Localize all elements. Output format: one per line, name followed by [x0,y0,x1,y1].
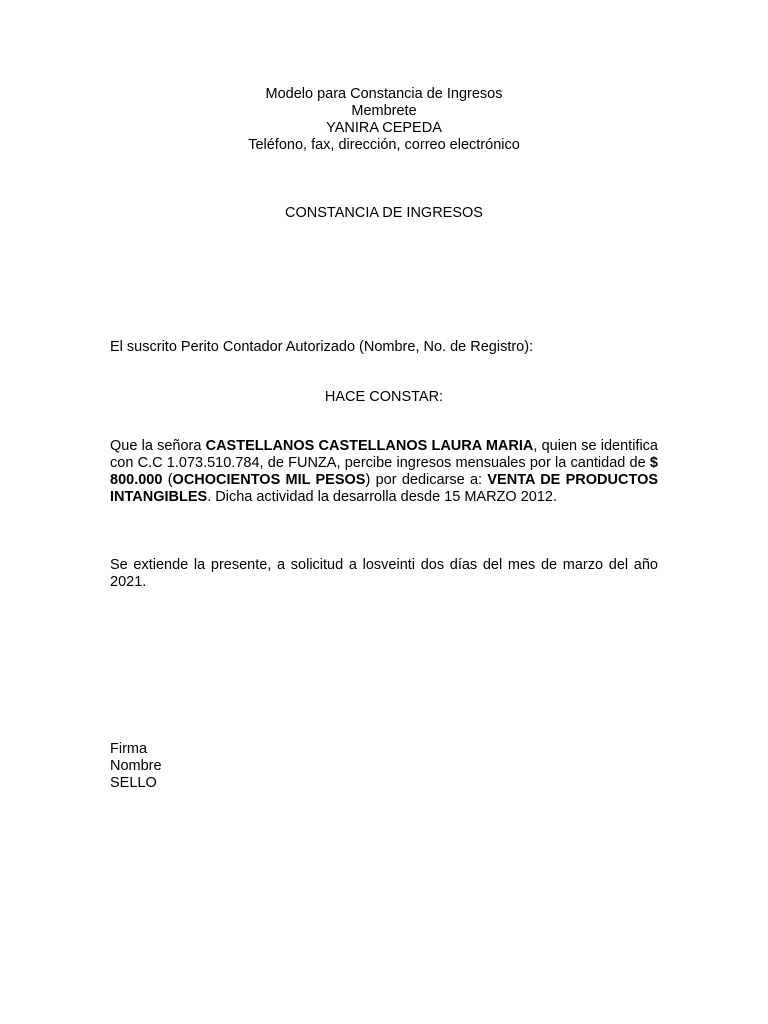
hace-constar-heading: HACE CONSTAR: [324,389,444,405]
person-name: CASTELLANOS CASTELLANOS LAURA MARIA [205,438,534,454]
header-contact: Teléfono, fax, dirección, correo electrónico [248,137,520,153]
income-amount-words: OCHOCIENTOS MIL PESOS [172,472,366,488]
header-letterhead: Membrete [351,103,417,119]
paragraph-text-paren-open: ( [162,472,173,488]
income-amount: $ 800.000 [110,455,658,488]
closing-paragraph: Se extiende la presente, a solicitud a losveinti dos días del mes de marzo del año 2021. [110,557,658,590]
document-title: CONSTANCIA DE INGRESOS [285,205,483,221]
income-paragraph [110,438,658,506]
paragraph-text-end: . Dicha actividad la desarrolla desde 15 MARZO 2012. [207,489,557,505]
signature-nombre: Nombre [110,758,162,774]
paragraph-text-start: Que la señora [110,438,206,454]
paragraph-text-id: , quien se identifica con C.C 1.073.510.784, de FUNZA, percibe ingresos mensuales por la cantidad de [110,438,658,471]
paragraph-text-activity-intro: ) por dedicarse a: [365,472,488,488]
signature-firma: Firma [110,741,148,757]
activity-name: VENTA DE PRODUCTOS INTANGIBLES [110,472,659,505]
header-name: YANIRA CEPEDA [326,120,442,136]
signature-sello: SELLO [110,775,157,791]
intro-statement: El suscrito Perito Contador Autorizado (Nombre, No. de Registro): [110,339,534,355]
header-model-title: Modelo para Constancia de Ingresos [265,86,503,102]
